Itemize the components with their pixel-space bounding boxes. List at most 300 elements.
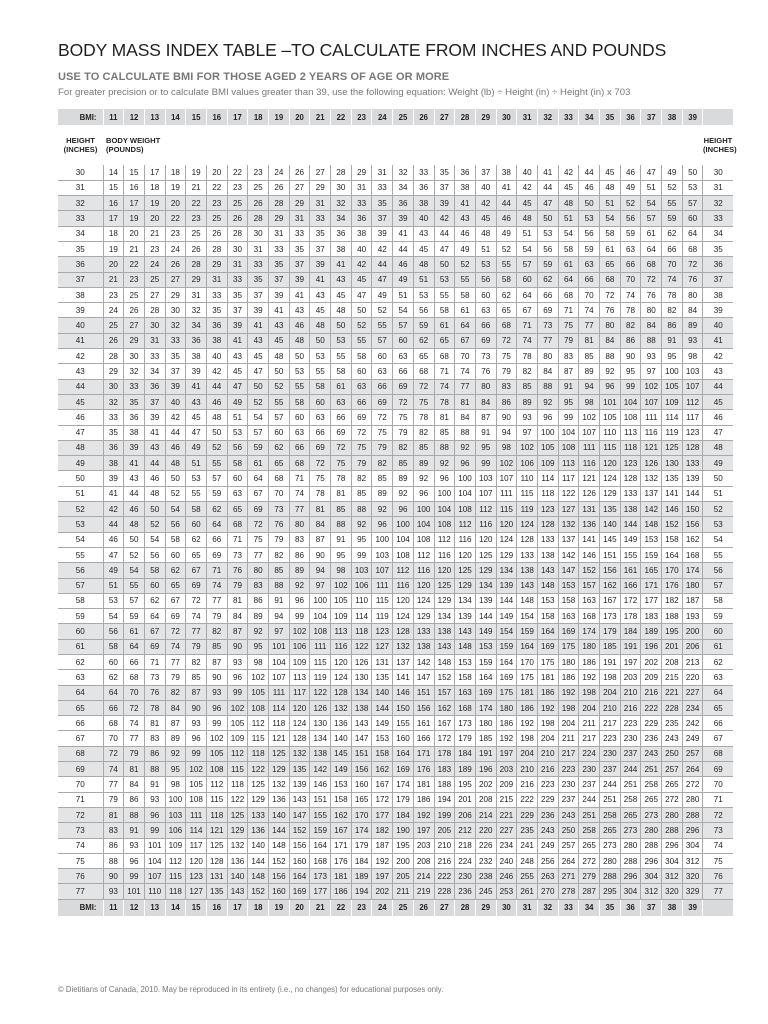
weight-cell: 69	[310, 440, 331, 455]
weight-cell: 251	[600, 792, 621, 807]
weight-cell: 40	[517, 165, 538, 180]
weight-cell: 53	[310, 349, 331, 364]
height-cell-right: 73	[703, 823, 733, 838]
weight-cell: 138	[517, 563, 538, 578]
weight-cell: 79	[393, 425, 414, 440]
weight-cell: 111	[496, 486, 517, 501]
weight-cell: 258	[579, 823, 600, 838]
weight-cell: 99	[558, 410, 579, 425]
weight-cell: 59	[124, 609, 145, 624]
weight-cell: 77	[455, 379, 476, 394]
height-cell-right: 56	[703, 563, 733, 578]
weight-cell: 113	[289, 670, 310, 685]
weight-cell: 102	[496, 456, 517, 471]
weight-cell: 29	[351, 165, 372, 180]
weight-cell: 140	[600, 517, 621, 532]
weight-cell: 127	[186, 884, 207, 899]
weight-cell: 144	[620, 517, 641, 532]
weight-cell: 152	[289, 823, 310, 838]
weight-cell: 66	[124, 655, 145, 670]
weight-cell: 49	[103, 563, 124, 578]
weight-cell: 216	[434, 853, 455, 868]
weight-cell: 91	[269, 593, 290, 608]
height-cell: 64	[58, 685, 103, 700]
height-cell: 62	[58, 655, 103, 670]
weight-cell: 158	[558, 593, 579, 608]
weight-cell: 208	[475, 792, 496, 807]
table-row	[58, 257, 733, 272]
weight-cell: 60	[144, 578, 165, 593]
weight-cell: 78	[662, 287, 683, 302]
weight-cell: 39	[248, 303, 269, 318]
weight-cell: 122	[351, 639, 372, 654]
weight-cell: 97	[310, 578, 331, 593]
weight-cell: 47	[351, 287, 372, 302]
weight-cell: 195	[662, 624, 683, 639]
weight-cell: 51	[186, 456, 207, 471]
weight-cell: 85	[331, 502, 352, 517]
weight-cell: 22	[124, 257, 145, 272]
weight-cell: 119	[310, 670, 331, 685]
weight-cell: 80	[248, 563, 269, 578]
weight-cell: 45	[248, 349, 269, 364]
weight-cell: 63	[620, 241, 641, 256]
bmi-value: 18	[248, 109, 269, 125]
weight-cell: 146	[662, 502, 683, 517]
weight-cell: 237	[579, 777, 600, 792]
weight-cell: 89	[413, 456, 434, 471]
weight-cell: 169	[289, 884, 310, 899]
weight-cell: 77	[289, 502, 310, 517]
weight-cell: 40	[206, 349, 227, 364]
weight-cell: 79	[124, 746, 145, 761]
weight-cell: 62	[537, 272, 558, 287]
weight-cell: 191	[475, 746, 496, 761]
weight-cell: 169	[537, 639, 558, 654]
weight-cell: 71	[206, 563, 227, 578]
weight-cell: 288	[600, 869, 621, 884]
weight-cell: 257	[558, 838, 579, 853]
weight-cell: 44	[496, 196, 517, 211]
weight-cell: 99	[206, 716, 227, 731]
weight-cell: 45	[517, 196, 538, 211]
weight-cell: 296	[641, 853, 662, 868]
weight-cell: 55	[351, 333, 372, 348]
weight-cell: 58	[186, 502, 207, 517]
weight-cell: 28	[144, 303, 165, 318]
height-header-line1: HEIGHT	[703, 136, 733, 145]
weight-cell: 162	[372, 762, 393, 777]
weight-cell: 85	[434, 425, 455, 440]
weight-cell: 37	[269, 272, 290, 287]
bmi-value: 35	[600, 109, 621, 125]
weight-cell: 150	[682, 502, 703, 517]
weight-cell: 96	[600, 379, 621, 394]
weight-cell: 85	[269, 563, 290, 578]
weight-cell: 17	[103, 211, 124, 226]
weight-cell: 169	[558, 624, 579, 639]
weight-cell: 38	[124, 425, 145, 440]
weight-cell: 204	[537, 731, 558, 746]
weight-cell: 66	[289, 440, 310, 455]
weight-cell: 206	[455, 807, 476, 822]
height-cell: 39	[58, 303, 103, 318]
weight-cell: 124	[289, 716, 310, 731]
weight-cell: 329	[682, 884, 703, 899]
weight-cell: 64	[558, 272, 579, 287]
weight-cell: 78	[144, 700, 165, 715]
weight-cell: 72	[600, 287, 621, 302]
weight-cell: 73	[475, 349, 496, 364]
weight-cell: 55	[289, 379, 310, 394]
weight-cell: 47	[103, 547, 124, 562]
weight-cell: 82	[206, 624, 227, 639]
weight-cell: 312	[641, 884, 662, 899]
weight-cell: 80	[682, 287, 703, 302]
weight-cell: 42	[475, 196, 496, 211]
weight-cell: 75	[351, 440, 372, 455]
weight-cell: 258	[600, 807, 621, 822]
weight-cell: 23	[227, 180, 248, 195]
height-header-line1: HEIGHT	[66, 136, 95, 145]
weight-cell: 85	[186, 670, 207, 685]
weight-cell: 63	[393, 349, 414, 364]
height-cell: 57	[58, 578, 103, 593]
weight-cell: 64	[248, 471, 269, 486]
weight-cell: 58	[165, 532, 186, 547]
weight-cell: 88	[351, 502, 372, 517]
weight-cell: 86	[496, 394, 517, 409]
weight-cell: 118	[537, 486, 558, 501]
weight-cell: 167	[372, 777, 393, 792]
bmi-row-end	[703, 899, 733, 916]
weight-cell: 102	[517, 440, 538, 455]
weight-cell: 170	[351, 807, 372, 822]
weight-cell: 151	[310, 792, 331, 807]
weight-cell: 90	[103, 869, 124, 884]
weight-cell: 35	[227, 287, 248, 302]
weight-cell: 39	[144, 410, 165, 425]
weight-cell: 23	[144, 241, 165, 256]
weight-cell: 79	[103, 792, 124, 807]
weight-cell: 139	[289, 777, 310, 792]
table-row	[58, 502, 733, 517]
bmi-value: 28	[455, 899, 476, 916]
weight-cell: 85	[579, 349, 600, 364]
weight-cell: 186	[579, 655, 600, 670]
weight-cell: 23	[124, 272, 145, 287]
weight-cell: 253	[496, 884, 517, 899]
height-cell: 68	[58, 746, 103, 761]
weight-cell: 156	[269, 869, 290, 884]
weight-cell: 57	[372, 333, 393, 348]
bmi-value: 28	[455, 109, 476, 125]
weight-cell: 174	[351, 823, 372, 838]
weight-cell: 272	[579, 853, 600, 868]
height-cell-right: 59	[703, 609, 733, 624]
bmi-value: 37	[641, 899, 662, 916]
weight-cell: 48	[124, 517, 145, 532]
height-cell: 40	[58, 318, 103, 333]
weight-cell: 109	[227, 731, 248, 746]
weight-cell: 75	[413, 394, 434, 409]
weight-cell: 143	[537, 563, 558, 578]
weight-cell: 186	[517, 700, 538, 715]
weight-cell: 65	[186, 547, 207, 562]
weight-cell: 199	[434, 807, 455, 822]
weight-cell: 100	[413, 502, 434, 517]
weight-cell: 173	[600, 609, 621, 624]
weight-cell: 52	[124, 547, 145, 562]
weight-cell: 55	[662, 196, 683, 211]
weight-cell: 138	[620, 502, 641, 517]
bmi-value: 30	[496, 109, 517, 125]
weight-cell: 66	[393, 364, 414, 379]
weight-cell: 102	[331, 578, 352, 593]
height-cell: 52	[58, 502, 103, 517]
bmi-value: 12	[124, 109, 145, 125]
weight-cell: 66	[620, 257, 641, 272]
weight-cell: 176	[662, 578, 683, 593]
height-cell-right: 60	[703, 624, 733, 639]
weight-cell: 223	[600, 731, 621, 746]
weight-cell: 137	[558, 532, 579, 547]
weight-cell: 115	[496, 502, 517, 517]
weight-cell: 109	[165, 838, 186, 853]
weight-cell: 51	[227, 410, 248, 425]
weight-cell: 156	[351, 762, 372, 777]
weight-cell: 119	[517, 502, 538, 517]
weight-cell: 130	[310, 716, 331, 731]
weight-cell: 205	[434, 823, 455, 838]
weight-cell: 217	[579, 731, 600, 746]
weight-cell: 111	[641, 410, 662, 425]
weight-cell: 46	[496, 211, 517, 226]
weight-cell: 153	[641, 532, 662, 547]
weight-cell: 119	[662, 425, 683, 440]
weight-cell: 29	[269, 211, 290, 226]
weight-cell: 114	[662, 410, 683, 425]
weight-cell: 45	[331, 287, 352, 302]
weight-cell: 91	[144, 777, 165, 792]
weight-cell: 74	[289, 486, 310, 501]
weight-cell: 50	[144, 502, 165, 517]
weight-cell: 44	[206, 379, 227, 394]
weight-cell: 44	[165, 425, 186, 440]
weight-cell: 72	[413, 379, 434, 394]
weight-cell: 129	[496, 547, 517, 562]
weight-cell: 50	[206, 425, 227, 440]
weight-cell: 83	[289, 532, 310, 547]
weight-cell: 147	[351, 731, 372, 746]
weight-cell: 215	[662, 670, 683, 685]
weight-cell: 115	[206, 792, 227, 807]
weight-cell: 169	[496, 670, 517, 685]
weight-cell: 106	[165, 823, 186, 838]
weight-cell: 221	[662, 685, 683, 700]
weight-cell: 72	[496, 333, 517, 348]
height-cell: 77	[58, 884, 103, 899]
weight-cell: 66	[351, 394, 372, 409]
weight-cell: 296	[620, 869, 641, 884]
weight-cell: 116	[475, 517, 496, 532]
weight-cell: 105	[331, 593, 352, 608]
weight-cell: 60	[227, 471, 248, 486]
weight-cell: 179	[351, 838, 372, 853]
weight-cell: 107	[475, 486, 496, 501]
weight-cell: 52	[351, 318, 372, 333]
weight-cell: 112	[248, 716, 269, 731]
weight-cell: 77	[165, 655, 186, 670]
weight-cell: 52	[206, 440, 227, 455]
weight-cell: 179	[455, 731, 476, 746]
weight-cell: 93	[144, 792, 165, 807]
weight-cell: 74	[579, 303, 600, 318]
weight-cell: 63	[310, 410, 331, 425]
weight-cell: 26	[124, 303, 145, 318]
height-cell: 31	[58, 180, 103, 195]
weight-cell: 33	[413, 165, 434, 180]
weight-cell: 197	[372, 869, 393, 884]
weight-cell: 198	[537, 716, 558, 731]
weight-cell: 172	[620, 593, 641, 608]
weight-cell: 50	[351, 303, 372, 318]
weight-cell: 215	[496, 792, 517, 807]
weight-cell: 170	[517, 655, 538, 670]
weight-cell: 126	[579, 486, 600, 501]
weight-cell: 103	[351, 563, 372, 578]
weight-cell: 33	[310, 211, 331, 226]
weight-cell: 46	[124, 502, 145, 517]
weight-cell: 33	[165, 333, 186, 348]
weight-cell: 55	[331, 349, 352, 364]
weight-cell: 69	[206, 547, 227, 562]
weight-cell: 33	[248, 257, 269, 272]
weight-cell: 296	[682, 823, 703, 838]
weight-cell: 41	[124, 456, 145, 471]
weight-cell: 58	[289, 394, 310, 409]
weight-cell: 90	[310, 547, 331, 562]
weight-cell: 74	[186, 609, 207, 624]
weight-cell: 100	[393, 517, 414, 532]
weight-cell: 99	[620, 379, 641, 394]
weight-cell: 96	[186, 731, 207, 746]
weight-cell: 181	[413, 777, 434, 792]
weight-cell: 44	[434, 226, 455, 241]
weight-cell: 44	[579, 165, 600, 180]
weight-cell: 163	[455, 685, 476, 700]
weight-cell: 238	[475, 869, 496, 884]
weight-cell: 19	[124, 211, 145, 226]
weight-cell: 97	[641, 364, 662, 379]
weight-cell: 235	[662, 716, 683, 731]
weight-cell: 112	[393, 563, 414, 578]
weight-cell: 106	[517, 456, 538, 471]
weight-cell: 139	[455, 609, 476, 624]
height-cell: 76	[58, 869, 103, 884]
weight-cell: 49	[227, 394, 248, 409]
height-cell-right: 77	[703, 884, 733, 899]
table-row	[58, 853, 733, 868]
bmi-value: 13	[144, 109, 165, 125]
weight-cell: 120	[186, 853, 207, 868]
weight-cell: 96	[144, 807, 165, 822]
weight-cell: 180	[579, 639, 600, 654]
weight-cell: 211	[393, 884, 414, 899]
weight-cell: 175	[558, 639, 579, 654]
weight-cell: 125	[269, 746, 290, 761]
weight-cell: 273	[641, 807, 662, 822]
weight-cell: 38	[413, 196, 434, 211]
weight-cell: 98	[682, 349, 703, 364]
weight-cell: 109	[662, 394, 683, 409]
weight-cell: 96	[393, 502, 414, 517]
bmi-value: 17	[227, 109, 248, 125]
weight-cell: 112	[682, 394, 703, 409]
weight-cell: 122	[248, 762, 269, 777]
weight-cell: 312	[682, 853, 703, 868]
bmi-value: 16	[206, 109, 227, 125]
weight-cell: 244	[579, 792, 600, 807]
weight-cell: 87	[227, 624, 248, 639]
height-cell: 72	[58, 807, 103, 822]
weight-cell: 145	[331, 746, 352, 761]
weight-cell: 206	[682, 639, 703, 654]
weight-cell: 146	[310, 777, 331, 792]
weight-cell: 54	[103, 609, 124, 624]
weight-cell: 173	[455, 716, 476, 731]
weight-cell: 136	[248, 823, 269, 838]
weight-cell: 172	[372, 792, 393, 807]
weight-cell: 103	[372, 547, 393, 562]
weight-cell: 51	[641, 180, 662, 195]
weight-cell: 53	[475, 257, 496, 272]
weight-cell: 244	[620, 762, 641, 777]
weight-cell: 56	[413, 303, 434, 318]
weight-cell: 78	[434, 394, 455, 409]
weight-cell: 67	[517, 303, 538, 318]
weight-cell: 37	[475, 165, 496, 180]
weight-cell: 129	[269, 762, 290, 777]
bmi-value: 19	[269, 899, 290, 916]
weight-cell: 86	[124, 792, 145, 807]
weight-cell: 133	[248, 807, 269, 822]
weight-cell: 69	[475, 333, 496, 348]
height-cell-right: 43	[703, 364, 733, 379]
weight-cell: 85	[351, 486, 372, 501]
weight-cell: 235	[517, 823, 538, 838]
weight-cell: 185	[475, 731, 496, 746]
weight-cell: 27	[289, 180, 310, 195]
weight-cell: 128	[289, 731, 310, 746]
weight-cell: 50	[165, 471, 186, 486]
weight-cell: 67	[186, 563, 207, 578]
weight-cell: 23	[206, 196, 227, 211]
weight-cell: 129	[600, 486, 621, 501]
weight-cell: 95	[165, 762, 186, 777]
bmi-value: 32	[537, 109, 558, 125]
weight-cell: 86	[662, 318, 683, 333]
weight-cell: 62	[662, 226, 683, 241]
weight-cell: 261	[517, 884, 538, 899]
weight-cell: 33	[206, 287, 227, 302]
weight-cell: 53	[103, 593, 124, 608]
weight-cell: 143	[351, 716, 372, 731]
weight-cell: 117	[186, 838, 207, 853]
weight-cell: 95	[248, 639, 269, 654]
weight-cell: 53	[186, 471, 207, 486]
weight-cell: 92	[600, 364, 621, 379]
